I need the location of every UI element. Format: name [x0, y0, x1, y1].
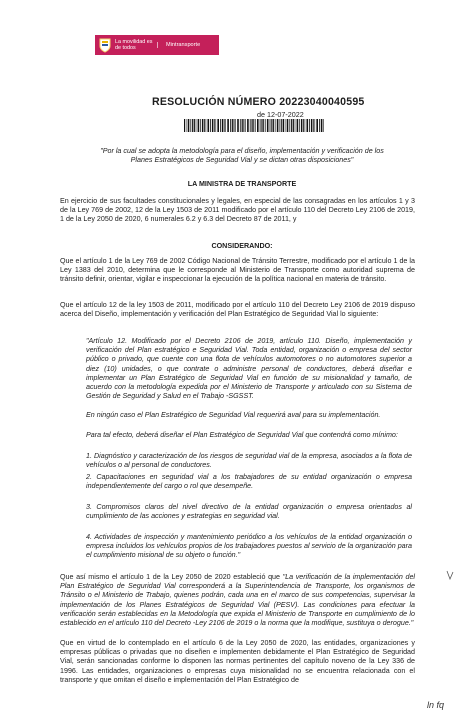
logo-slogan: La movilidad es de todos [115, 39, 153, 51]
quote-item-4: 4. Actividades de inspección y mantenimiento periódico a los vehículos de la entidad organización o empresa incluidos los vehículos propios de los trabajadores puestos al servicio de la organización para el cumplimiento misional de su objeto o función." [86, 533, 412, 560]
paragraph-ley-2050-quote: "La verificación de la implementación del Plan Estratégico de Seguridad Vial corresponderá a la Superintendencia de Transporte, los organismos de Tránsito o el Ministerio de Trabajo, quienes podrán, cada una en el marco de sus competencias, supervisar la implementación de los Planes Estratégicos de Seguridad Vial (PESV). Las condiciones para efectuar la verificación serán establecidas en la Metodología que expida el Ministerio de Transporte en cumplimiento de lo establecido en el artículo 110 del Decreto -Ley 2106 de 2019 o la norma que la modifique, sustituya o derogue." [60, 573, 416, 628]
paragraph-faculties: En ejercicio de sus facultades constitucionales y legales, en especial de las consagradas en los artículos 1 y 3 de la Ley 769 de 2002, 12 de la Ley 1503 de 2011 modificado por el artículo 110 del Decreto Ley 2106 de 2019, 1 de la Ley 2050 de 2020, 6 numerales 6.2 y 6.3 del Decreto 87 de 2011, y [60, 197, 415, 224]
authority-heading: LA MINISTRA DE TRANSPORTE [187, 180, 297, 188]
paragraph-ley-1503: Que el artículo 12 de la ley 1503 de 2011, modificado por el artículo 110 del Decreto Ley 2106 de 2019 dispuso acerca del Diseño, implementación y verificación del Plan Estratégico de Seguridad Vial lo siguiente: [60, 301, 415, 319]
resolution-label: RESOLUCIÓN NÚMERO [152, 96, 277, 108]
quote-item-1: 1. Diagnóstico y caracterización de los riesgos de seguridad vial de la empresa, asociados a la flota de vehículos o al personal de conductores. [86, 452, 412, 470]
margin-mark-icon [446, 570, 454, 580]
paragraph-sanciones: Que en virtud de lo contemplado en el artículo 6 de la Ley 2050 de 2020, las entidades, organizaciones y empresas públicas o privadas que no diseñen e implementen debidamente el Plan Estratégico de Seguridad Vial, serán sancionadas conforme lo disponen las normas pertinentes del capítulo noveno de la Ley 336 de 1996. Las entidades, organizaciones o empresas cuya misionalidad no se encuentra relacionada con el transporte y que omitan el diseño e implementación del Plan Estratégico de [60, 639, 415, 684]
resolution-subject: "Por la cual se adopta la metodología para el diseño, implementación y verificación de los Planes Estratégicos de Seguridad Vial y se dictan otras disposiciones" [100, 147, 384, 165]
resolution-title [152, 96, 365, 108]
quote-contenido-minimo: Para tal efecto, deberá diseñar el Plan Estratégico de Seguridad Vial que contendrá como mínimo: [86, 431, 398, 439]
paragraph-ley-2050 [60, 573, 415, 628]
quote-item-2: 2. Capacitaciones en seguridad vial a los trabajadores de su entidad organización o empresa independientemente del cargo o rol que desempeñe. [86, 473, 412, 491]
coat-of-arms-icon [98, 37, 112, 53]
ministry-name: Mintransporte [157, 42, 200, 48]
resolution-date: de 12-07-2022 [257, 110, 304, 119]
paragraph-ley-2050-lead: Que así mismo el artículo 1 de la Ley 2050 de 2020 estableció que [60, 573, 283, 581]
paragraph-ley-769: Que el artículo 1 de la Ley 769 de 2002 Código Nacional de Tránsito Terrestre, modificado por el artículo 1 de la Ley 1383 del 2010, determina que le corresponde al Ministerio de Transporte como autoridad suprema de tránsito definir, orientar, vigilar e inspeccionar la ejecución de la política nacional en materia de tránsito. [60, 257, 415, 284]
government-logo-bar [95, 35, 219, 55]
barcode [184, 119, 324, 132]
handwritten-initials: ln fq [426, 700, 444, 710]
resolution-number: 20223040040595 [279, 96, 365, 108]
quote-item-3: 3. Compromisos claros del nivel directivo de la entidad organización o empresa orientados al cumplimiento de las acciones y estrategias en seguridad vial. [86, 503, 412, 521]
quote-articulo-12: "Artículo 12. Modificado por el Decreto 2106 de 2019, artículo 110. Diseño, implementación y verificación del Plan estratégico e Seguridad Vial. Toda entidad, organización o empresa del sector público o privado, que cuente con una flota de vehículos automotores o no automotores superior a diez (10) unidades, o que contrate o administre personal de conductores, deberá diseñar e implementar un Plan Estratégico de Seguridad Vial en función de su misionalidad y tamaño, de acuerdo con la metodología expedida por el Ministerio de Transporte y articulado con su Sistema de Gestión de Seguridad y Salud en el Trabajo -SGSST. [86, 337, 412, 401]
quote-no-aval: En ningún caso el Plan Estratégico de Seguridad Vial requerirá aval para su implementación. [86, 411, 381, 419]
considerando-heading: CONSIDERANDO: [211, 242, 273, 250]
